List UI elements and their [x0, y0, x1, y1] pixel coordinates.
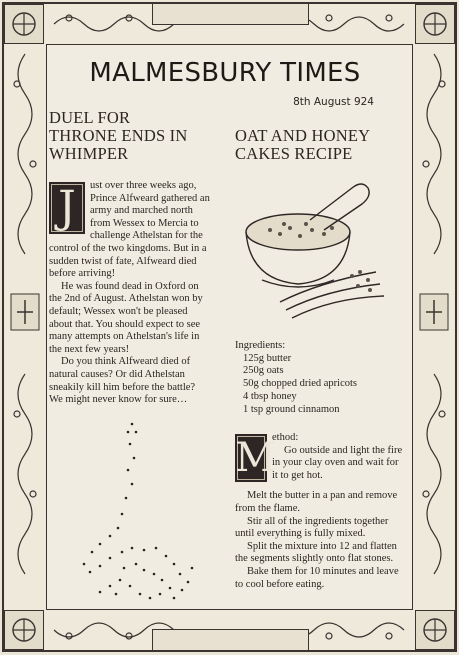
method-intro: Go outside and light the fire in your clay oven and wait for it to get hot. [272, 444, 403, 481]
paragraph: Do you think Alfweard died of natural causes? Or did Athelstan sneakily kill him before the battle? We might never know for sure… [49, 356, 196, 406]
method-section [235, 432, 405, 591]
method-heading: ethod: [272, 432, 299, 443]
top-tab [152, 3, 309, 25]
corner-ornament [4, 610, 44, 650]
method-step: Melt the butter in a pan and remove from the flame. [235, 490, 398, 514]
ingredients-label: Ingredients: [235, 340, 286, 351]
drop-cap: J [49, 182, 85, 234]
headline-line: THRONE ENDS IN [49, 126, 188, 145]
left-ornament-band [5, 44, 45, 610]
paragraph: ust over three weeks ago, Prince Alfweard gathered an army and marched north from Wessex to Mercia to challenge Athelstan for the control of the two kingdoms. But in a sudden twist of fate, Alfweard died before arriving! [49, 180, 210, 280]
headline-line: DUEL FOR [49, 108, 131, 127]
dot-to-dot-illustration [70, 418, 220, 608]
right-headline [235, 127, 370, 163]
method-step: Stir all of the ingredients together until everything is fully mixed. [235, 515, 389, 540]
ingredient-item: 4 tbsp honey [243, 390, 297, 402]
left-article-body [49, 180, 211, 407]
issue-date: 8th August 924 [293, 96, 374, 108]
headline-line: OAT AND HONEY [235, 126, 371, 145]
corner-ornament [4, 4, 44, 44]
ingredients-list [235, 340, 357, 416]
method-step: Split the mixture into 12 and flatten the segments slightly onto flat stones. [235, 540, 397, 565]
right-ornament-band [414, 44, 454, 610]
left-headline [49, 109, 187, 163]
paragraph: He was found dead in Oxford on the 2nd of August. Athelstan won by default; Wessex won't be pleased about that. You should expect to see many attempts on Athelstan's life in the next few years! [49, 280, 203, 355]
corner-ornament [415, 4, 455, 44]
ingredient-item: 50g chopped dried apricots [243, 378, 358, 390]
newspaper-title: MALMESBURY TIMES [89, 58, 361, 88]
bottom-tab [152, 629, 309, 651]
ingredient-item: 125g butter [243, 352, 292, 364]
headline-line: CAKES RECIPE [235, 144, 353, 163]
bowl-of-oats-illustration [240, 172, 390, 332]
drop-cap: M [235, 435, 276, 481]
ingredient-item: 1 tsp ground cinnamon [243, 403, 340, 415]
headline-line: WHIMPER [49, 144, 129, 163]
ingredient-item: 250g oats [243, 365, 284, 377]
corner-ornament [415, 610, 455, 650]
method-step: Bake them for 10 minutes and leave to cool before eating. [235, 565, 399, 590]
